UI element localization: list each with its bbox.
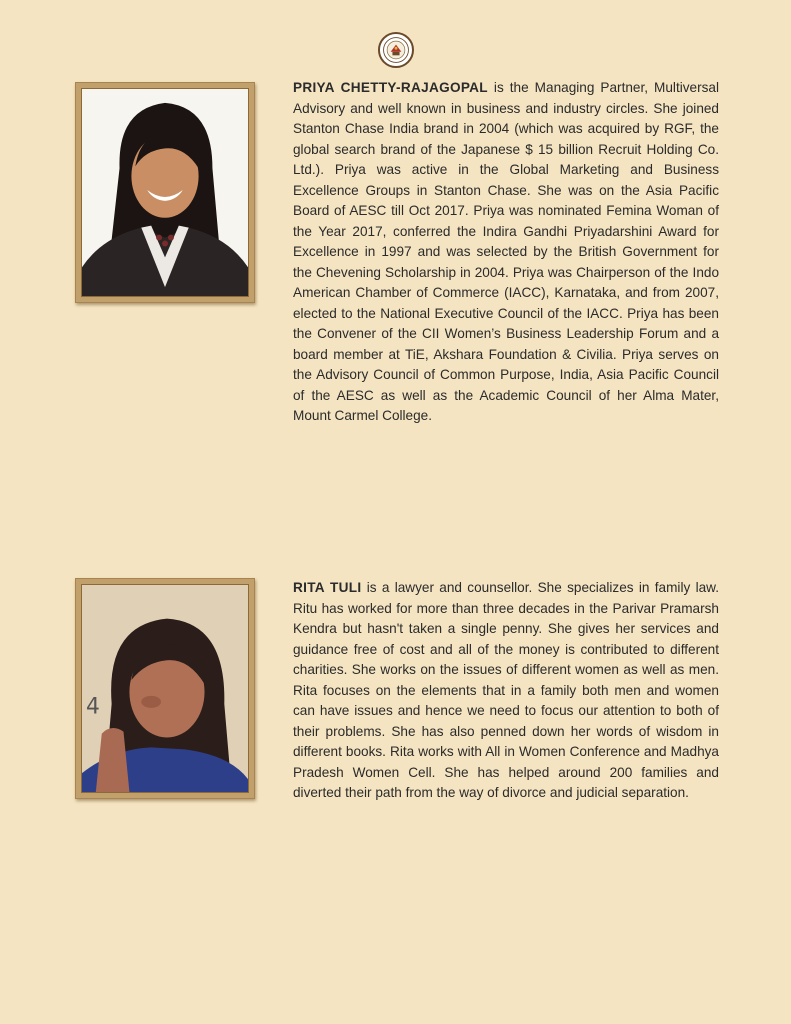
bio-text: is a lawyer and counsellor. She specializes in family law. Ritu has worked for more than three decades in the Parivar Pramarsh Kendra but hasn't taken a single penny. She gives her services and guidance free of cost and all of the money is contributed to different charities. She works on the issues of different women as well as men. Rita focuses on the elements that in a family both men and women can have issues and hence we need to focus our attention to both of their problems. She has also penned down her words of wisdom in different books. Rita works with All in Women Conference and Madhya Pradesh Women Cell. She has helped around 200 families and diverted their path from the way of divorce and judicial separation. [293,580,719,800]
portrait-frame-rita [75,578,255,799]
bio-paragraph-priya [293,78,719,427]
person-name: RITA TULI [293,580,362,595]
portrait-photo-rita [81,584,249,793]
crest-emblem-icon [378,32,414,68]
bio-text: is the Managing Partner, Multiversal Advisory and well known in business and industry circles. She joined Stanton Chase India brand in 2004 (which was acquired by RGF, the global search brand of the Japanese $ 15 billion Recruit Holding Co. Ltd.). Priya was active in the Global Marketing and Business Excellence Groups in Stanton Chase. She was on the Asia Pacific Board of AESC till Oct 2017. Priya was nominated Femina Woman of the Year 2017, conferred the Indira Gandhi Priyadarshini Award for Excellence in 1997 and was selected by the British Government for the Chevening Scholarship in 2004. Priya was Chairperson of the Indo American Chamber of Commerce (IACC), Karnataka, and from 2007, elected to the National Executive Council of the IACC. Priya has been the Convener of the CII Women’s Business Leadership Forum and a board member at TiE, Akshara Foundation & Civilia. Priya serves on the Advisory Council of Common Purpose, India, Asia Pacific Council of the AESC as well as the Academic Council of her Alma Mater, Mount Carmel College. [293,80,719,423]
svg-text:4: 4 [85,694,100,720]
portrait-photo-priya [81,88,249,297]
bio-paragraph-rita [293,578,719,804]
portrait-frame-priya [75,82,255,303]
person-name: PRIYA CHETTY-RAJAGOPAL [293,80,488,95]
